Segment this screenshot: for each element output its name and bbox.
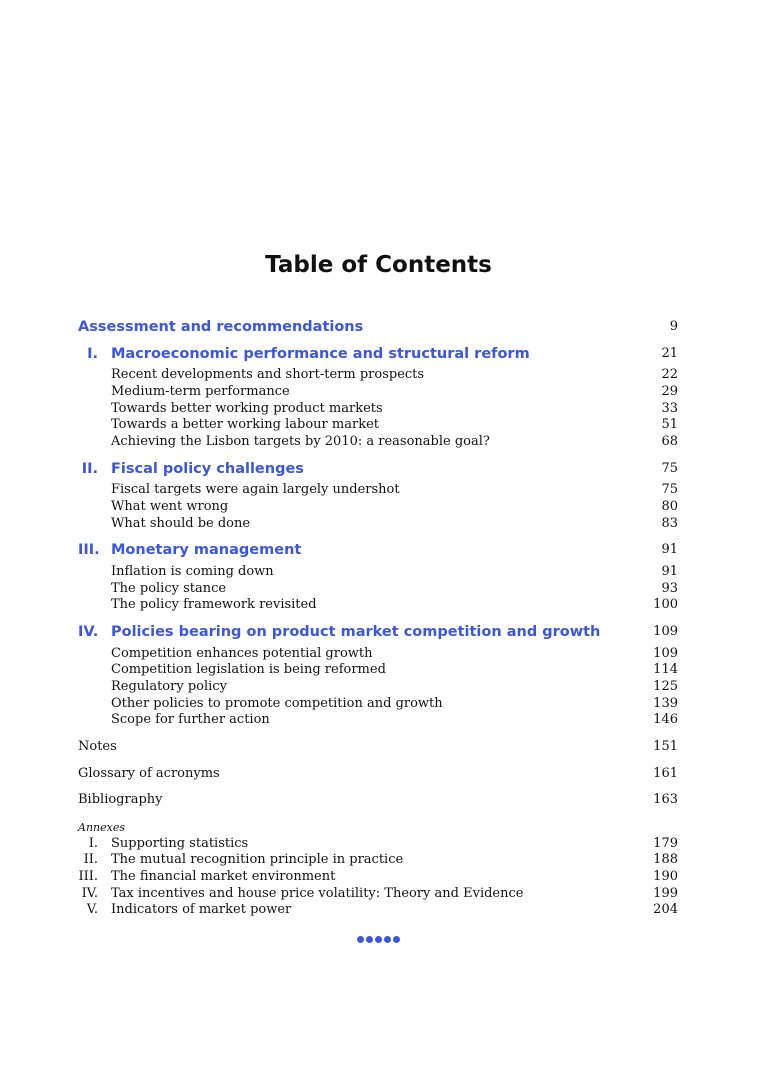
section-title: Towards a better working labour market [111,417,379,432]
toc-chapter-2[interactable] [78,460,678,478]
toc-page-number: 100 [653,597,678,612]
chapter-number: IV. [78,624,99,640]
toc-page-number: 68 [661,434,678,449]
chapter-title: Macroeconomic performance and structural reform [111,346,530,362]
section-title: Other policies to promote competition and growth [111,696,443,711]
toc-page-number: 146 [653,712,678,727]
section-title: Achieving the Lisbon targets by 2010: a reasonable goal? [111,434,490,449]
toc-entry-label: Notes [78,739,117,754]
toc-page-number: 125 [653,679,678,694]
section-title: Medium-term performance [111,384,290,399]
annex-number: III. [78,869,98,884]
chapter-number: III. [78,542,100,558]
toc-page-number: 91 [661,542,678,557]
decorative-dots [0,936,757,943]
toc-entry-assessment[interactable] [78,318,678,336]
toc-section[interactable] [78,383,678,401]
chapter-number: I. [87,346,98,362]
toc-page-number: 75 [661,461,678,476]
toc-page-number: 21 [661,346,678,361]
section-title: Regulatory policy [111,679,227,694]
annex-number: I. [88,836,98,851]
toc-entry-glossary[interactable] [78,765,678,783]
toc-page-number: 91 [661,564,678,579]
toc-page-number: 139 [653,696,678,711]
dot-icon [384,936,391,943]
section-title: What went wrong [111,499,229,514]
section-title: Recent developments and short-term prospects [111,367,425,382]
annex-number: II. [83,852,98,867]
section-title: The policy framework revisited [111,597,317,612]
section-title: Inflation is coming down [111,564,274,579]
toc-page-number: 109 [653,646,678,661]
toc-section[interactable] [78,563,678,581]
annex-number: V. [86,902,98,917]
toc-annex[interactable] [78,868,678,886]
toc-section[interactable] [78,596,678,614]
toc-page-number: 179 [653,836,678,851]
toc-page-number: 204 [653,902,678,917]
chapter-number: II. [81,461,98,477]
toc-page-number: 190 [653,869,678,884]
annex-title: Supporting statistics [111,836,249,851]
toc-page-number: 114 [653,662,678,677]
dot-icon [357,936,364,943]
toc-page-number: 75 [661,482,678,497]
chapter-title: Monetary management [111,542,302,558]
annex-title: The financial market environment [111,869,336,884]
toc-page-number: 188 [653,852,678,867]
dot-icon [375,936,382,943]
toc-page-number: 163 [653,792,678,807]
toc-page-number: 9 [669,319,678,334]
section-title: Competition enhances potential growth [111,646,373,661]
toc-page-number: 22 [661,367,678,382]
toc-entry-label: Assessment and recommendations [78,319,364,335]
toc-section[interactable] [78,433,678,451]
toc-page-number: 29 [661,384,678,399]
toc-section[interactable] [78,481,678,499]
toc-section[interactable] [78,678,678,696]
toc-page-number: 161 [653,766,678,781]
toc-page-number: 109 [653,624,678,639]
toc-annex[interactable] [78,901,678,919]
chapter-title: Fiscal policy challenges [111,461,304,477]
toc-page-number: 33 [661,401,678,416]
dot-icon [393,936,400,943]
toc-section[interactable] [78,416,678,434]
toc-chapter-4[interactable] [78,623,678,641]
chapter-title: Policies bearing on product market competition and growth [111,624,601,640]
dot-icon [366,936,373,943]
toc-section[interactable] [78,661,678,679]
toc-page-number: 83 [661,516,678,531]
toc-page-number: 199 [653,886,678,901]
toc-entry-label: Glossary of acronyms [78,766,220,781]
annex-number: IV. [81,886,98,901]
page-title: Table of Contents [265,252,492,278]
toc-page-number: 80 [661,499,678,514]
toc-chapter-3[interactable] [78,541,678,559]
toc-entry-bibliography[interactable] [78,791,678,809]
toc-entry-notes[interactable] [78,738,678,756]
toc-chapter-1[interactable] [78,345,678,363]
section-title: Competition legislation is being reformed [111,662,386,677]
toc-page-number: 93 [661,581,678,596]
toc-page-number: 51 [661,417,678,432]
toc-annex[interactable] [78,851,678,869]
section-title: Fiscal targets were again largely undershot [111,482,400,497]
section-title: The policy stance [111,581,227,596]
toc-page-number: 151 [653,739,678,754]
toc-section[interactable] [78,498,678,516]
section-title: Towards better working product markets [111,401,383,416]
toc-entry-label: Bibliography [78,792,163,807]
section-title: Scope for further action [111,712,270,727]
annex-title: The mutual recognition principle in practice [111,852,404,867]
annex-title: Indicators of market power [111,902,292,917]
annex-title: Tax incentives and house price volatility: Theory and Evidence [111,886,524,901]
toc-section[interactable] [78,515,678,533]
section-title: What should be done [111,516,251,531]
annexes-heading: Annexes [78,821,125,834]
toc-section[interactable] [78,711,678,729]
toc-section[interactable] [78,366,678,384]
